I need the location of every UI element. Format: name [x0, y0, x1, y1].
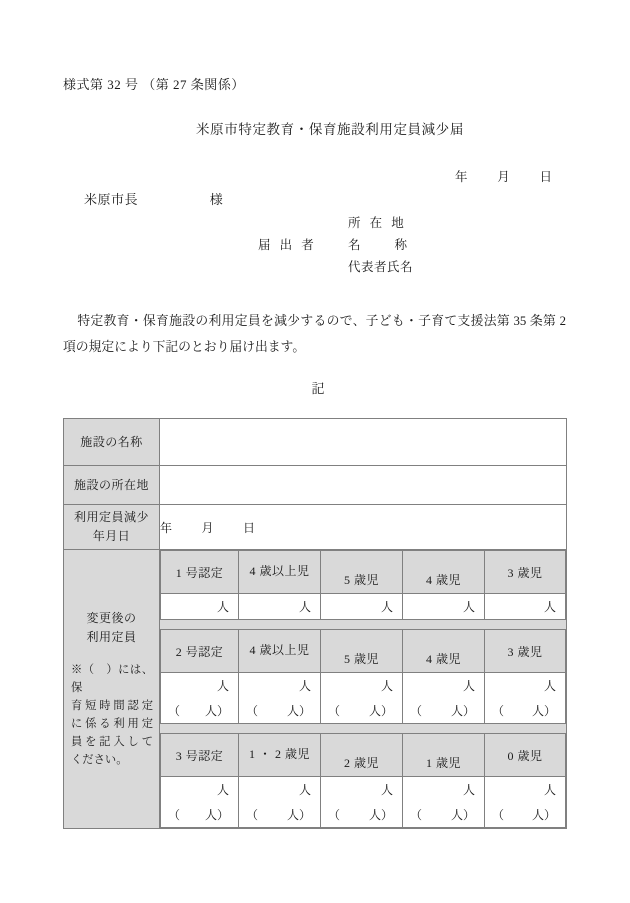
group-3-span-unit[interactable]: 人: [239, 777, 321, 803]
page-title: 米原市特定教育・保育施設利用定員減少届: [196, 122, 464, 137]
capacity-groups-table: [160, 550, 566, 828]
facility-name-value[interactable]: [160, 419, 567, 466]
table-row-facility-address: [64, 466, 567, 505]
group-2-kubun: 2 号認定: [161, 630, 239, 673]
group-1-value-row: [161, 594, 566, 620]
reduction-date-day: 日: [243, 520, 256, 535]
capacity-note: [64, 661, 159, 769]
group-3-value-row: [161, 777, 566, 803]
paren-close: 人）: [450, 704, 475, 718]
paren-open: （: [410, 808, 423, 822]
paren-open: （: [410, 704, 423, 718]
group-3-sub2-unit[interactable]: 人: [403, 777, 485, 803]
group-2-sub1-unit[interactable]: 人: [321, 673, 403, 699]
submitter-name-label: 名 称: [348, 238, 411, 252]
group-3-paren-row: [161, 802, 566, 828]
date-year-label: 年: [455, 170, 469, 184]
addressee: [84, 189, 223, 208]
paren-close: 人）: [368, 808, 393, 822]
facility-address-value[interactable]: [160, 466, 567, 505]
ki-mark: 記: [311, 381, 325, 396]
reduction-date-value[interactable]: [160, 505, 567, 550]
group-spacer-cell-2: [161, 724, 566, 734]
group-2-right-paren[interactable]: [485, 698, 566, 724]
capacity-title: [64, 609, 159, 647]
capacity-groups-container: [160, 550, 567, 829]
group-1-span-head: 4 歳以上児: [239, 551, 321, 594]
group-1-right-head: 3 歳児: [485, 551, 566, 594]
group-1-sub1-unit[interactable]: 人: [321, 594, 403, 620]
paren-close: 人）: [450, 808, 475, 822]
capacity-note-line-1: ※（ ）には、保: [71, 664, 153, 694]
body-paragraph-text: 特定教育・保育施設の利用定員を減少するので、子ども・子育て支援法第 35 条第 2 項の規定により下記のとおり届け出ます。: [63, 314, 566, 354]
group-2-sub2-paren[interactable]: [403, 698, 485, 724]
group-3-sub-head-1: 2 歳児: [321, 734, 403, 777]
group-1-kubun-unit[interactable]: 人: [161, 594, 239, 620]
group-1-sub-head-2: 4 歳児: [403, 551, 485, 594]
capacity-note-line-2: 育短時間認定: [71, 700, 153, 712]
paren-open: （: [328, 704, 341, 718]
submitter-representative-label: 代表者氏名: [348, 260, 414, 274]
group-1-sub-head-1: 5 歳児: [321, 551, 403, 594]
paren-close: 人）: [368, 704, 393, 718]
group-2-right-unit[interactable]: 人: [485, 673, 566, 699]
addressee-name: 米原市長: [84, 192, 139, 207]
addressee-honorific: 様: [209, 192, 224, 207]
group-1-kubun: 1 号認定: [161, 551, 239, 594]
capacity-title-line2: 利用定員: [86, 630, 137, 644]
group-2-sub-head-1: 5 歳児: [321, 630, 403, 673]
submitter-row-name: [258, 234, 413, 256]
reduction-date-label-line1: 利用定員減少: [73, 510, 149, 524]
paren-open: （: [492, 704, 505, 718]
submitter-block: [258, 212, 413, 278]
group-2-kubun-paren[interactable]: [161, 698, 239, 724]
group-2-kubun-unit[interactable]: 人: [161, 673, 239, 699]
date-line: [455, 167, 553, 185]
reduction-date-year: 年: [160, 520, 173, 535]
paren-open: （: [168, 808, 181, 822]
group-3-kubun-paren[interactable]: [161, 802, 239, 828]
facility-address-label: 施設の所在地: [64, 466, 160, 505]
paren-open: （: [246, 808, 259, 822]
submitter-address-label: 所 在 地: [348, 216, 407, 230]
capacity-note-line-3: に係る利用定: [71, 718, 153, 730]
submitter-row-address: [258, 212, 413, 234]
group-3-sub2-paren[interactable]: [403, 802, 485, 828]
group-3-span-paren[interactable]: [239, 802, 321, 828]
group-2-span-head: 4 歳以上児: [239, 630, 321, 673]
capacity-title-line1: 変更後の: [86, 611, 137, 625]
capacity-note-line-5: ください。: [71, 754, 128, 766]
group-2-sub2-unit[interactable]: 人: [403, 673, 485, 699]
table-row-reduction-date: [64, 505, 567, 550]
date-month-label: 月: [497, 170, 511, 184]
group-spacer-1: [161, 620, 566, 630]
group-3-span-head: 1 ・ 2 歳児: [239, 734, 321, 777]
group-3-sub1-paren[interactable]: [321, 802, 403, 828]
group-3-sub1-unit[interactable]: 人: [321, 777, 403, 803]
capacity-form-table: [63, 418, 567, 829]
group-2-span-unit[interactable]: 人: [239, 673, 321, 699]
group-2-sub1-paren[interactable]: [321, 698, 403, 724]
group-1-right-unit[interactable]: 人: [485, 594, 566, 620]
group-1-span-unit[interactable]: 人: [239, 594, 321, 620]
group-3-right-paren[interactable]: [485, 802, 566, 828]
group-3-sub-head-2: 1 歳児: [403, 734, 485, 777]
form-number: 様式第 32 号 （第 27 条関係）: [63, 77, 245, 92]
group-2-right-head: 3 歳児: [485, 630, 566, 673]
submitter-group-label: 届 出 者: [258, 238, 317, 252]
paren-open: （: [328, 808, 341, 822]
paren-open: （: [492, 808, 505, 822]
group-2-sub-head-2: 4 歳児: [403, 630, 485, 673]
group-3-kubun-unit[interactable]: 人: [161, 777, 239, 803]
reduction-date-label: [64, 505, 160, 550]
table-row-capacity: [64, 550, 567, 829]
date-day-label: 日: [539, 170, 553, 184]
reduction-date-month: 月: [201, 520, 215, 535]
table-row-facility-name: [64, 419, 567, 466]
capacity-note-line-4: 員を記入して: [71, 736, 153, 748]
group-2-value-row: [161, 673, 566, 699]
group-2-paren-row: [161, 698, 566, 724]
group-spacer-cell-1: [161, 620, 566, 630]
capacity-section-label: [64, 550, 160, 829]
reduction-date-label-line2: 年月日: [92, 529, 131, 543]
group-3-kubun: 3 号認定: [161, 734, 239, 777]
body-paragraph: [63, 308, 566, 360]
group-2-span-paren[interactable]: [239, 698, 321, 724]
group-3-right-head: 0 歳児: [485, 734, 566, 777]
group-1-sub2-unit[interactable]: 人: [403, 594, 485, 620]
facility-name-label: 施設の名称: [64, 419, 160, 466]
paren-close: 人）: [531, 808, 556, 822]
paren-close: 人）: [204, 808, 229, 822]
paren-close: 人）: [531, 704, 556, 718]
submitter-row-representative: [258, 256, 413, 278]
paren-open: （: [168, 704, 181, 718]
paren-open: （: [246, 704, 259, 718]
group-3-right-unit[interactable]: 人: [485, 777, 566, 803]
paren-close: 人）: [286, 704, 311, 718]
paren-close: 人）: [286, 808, 311, 822]
paren-close: 人）: [204, 704, 229, 718]
group-spacer-2: [161, 724, 566, 734]
